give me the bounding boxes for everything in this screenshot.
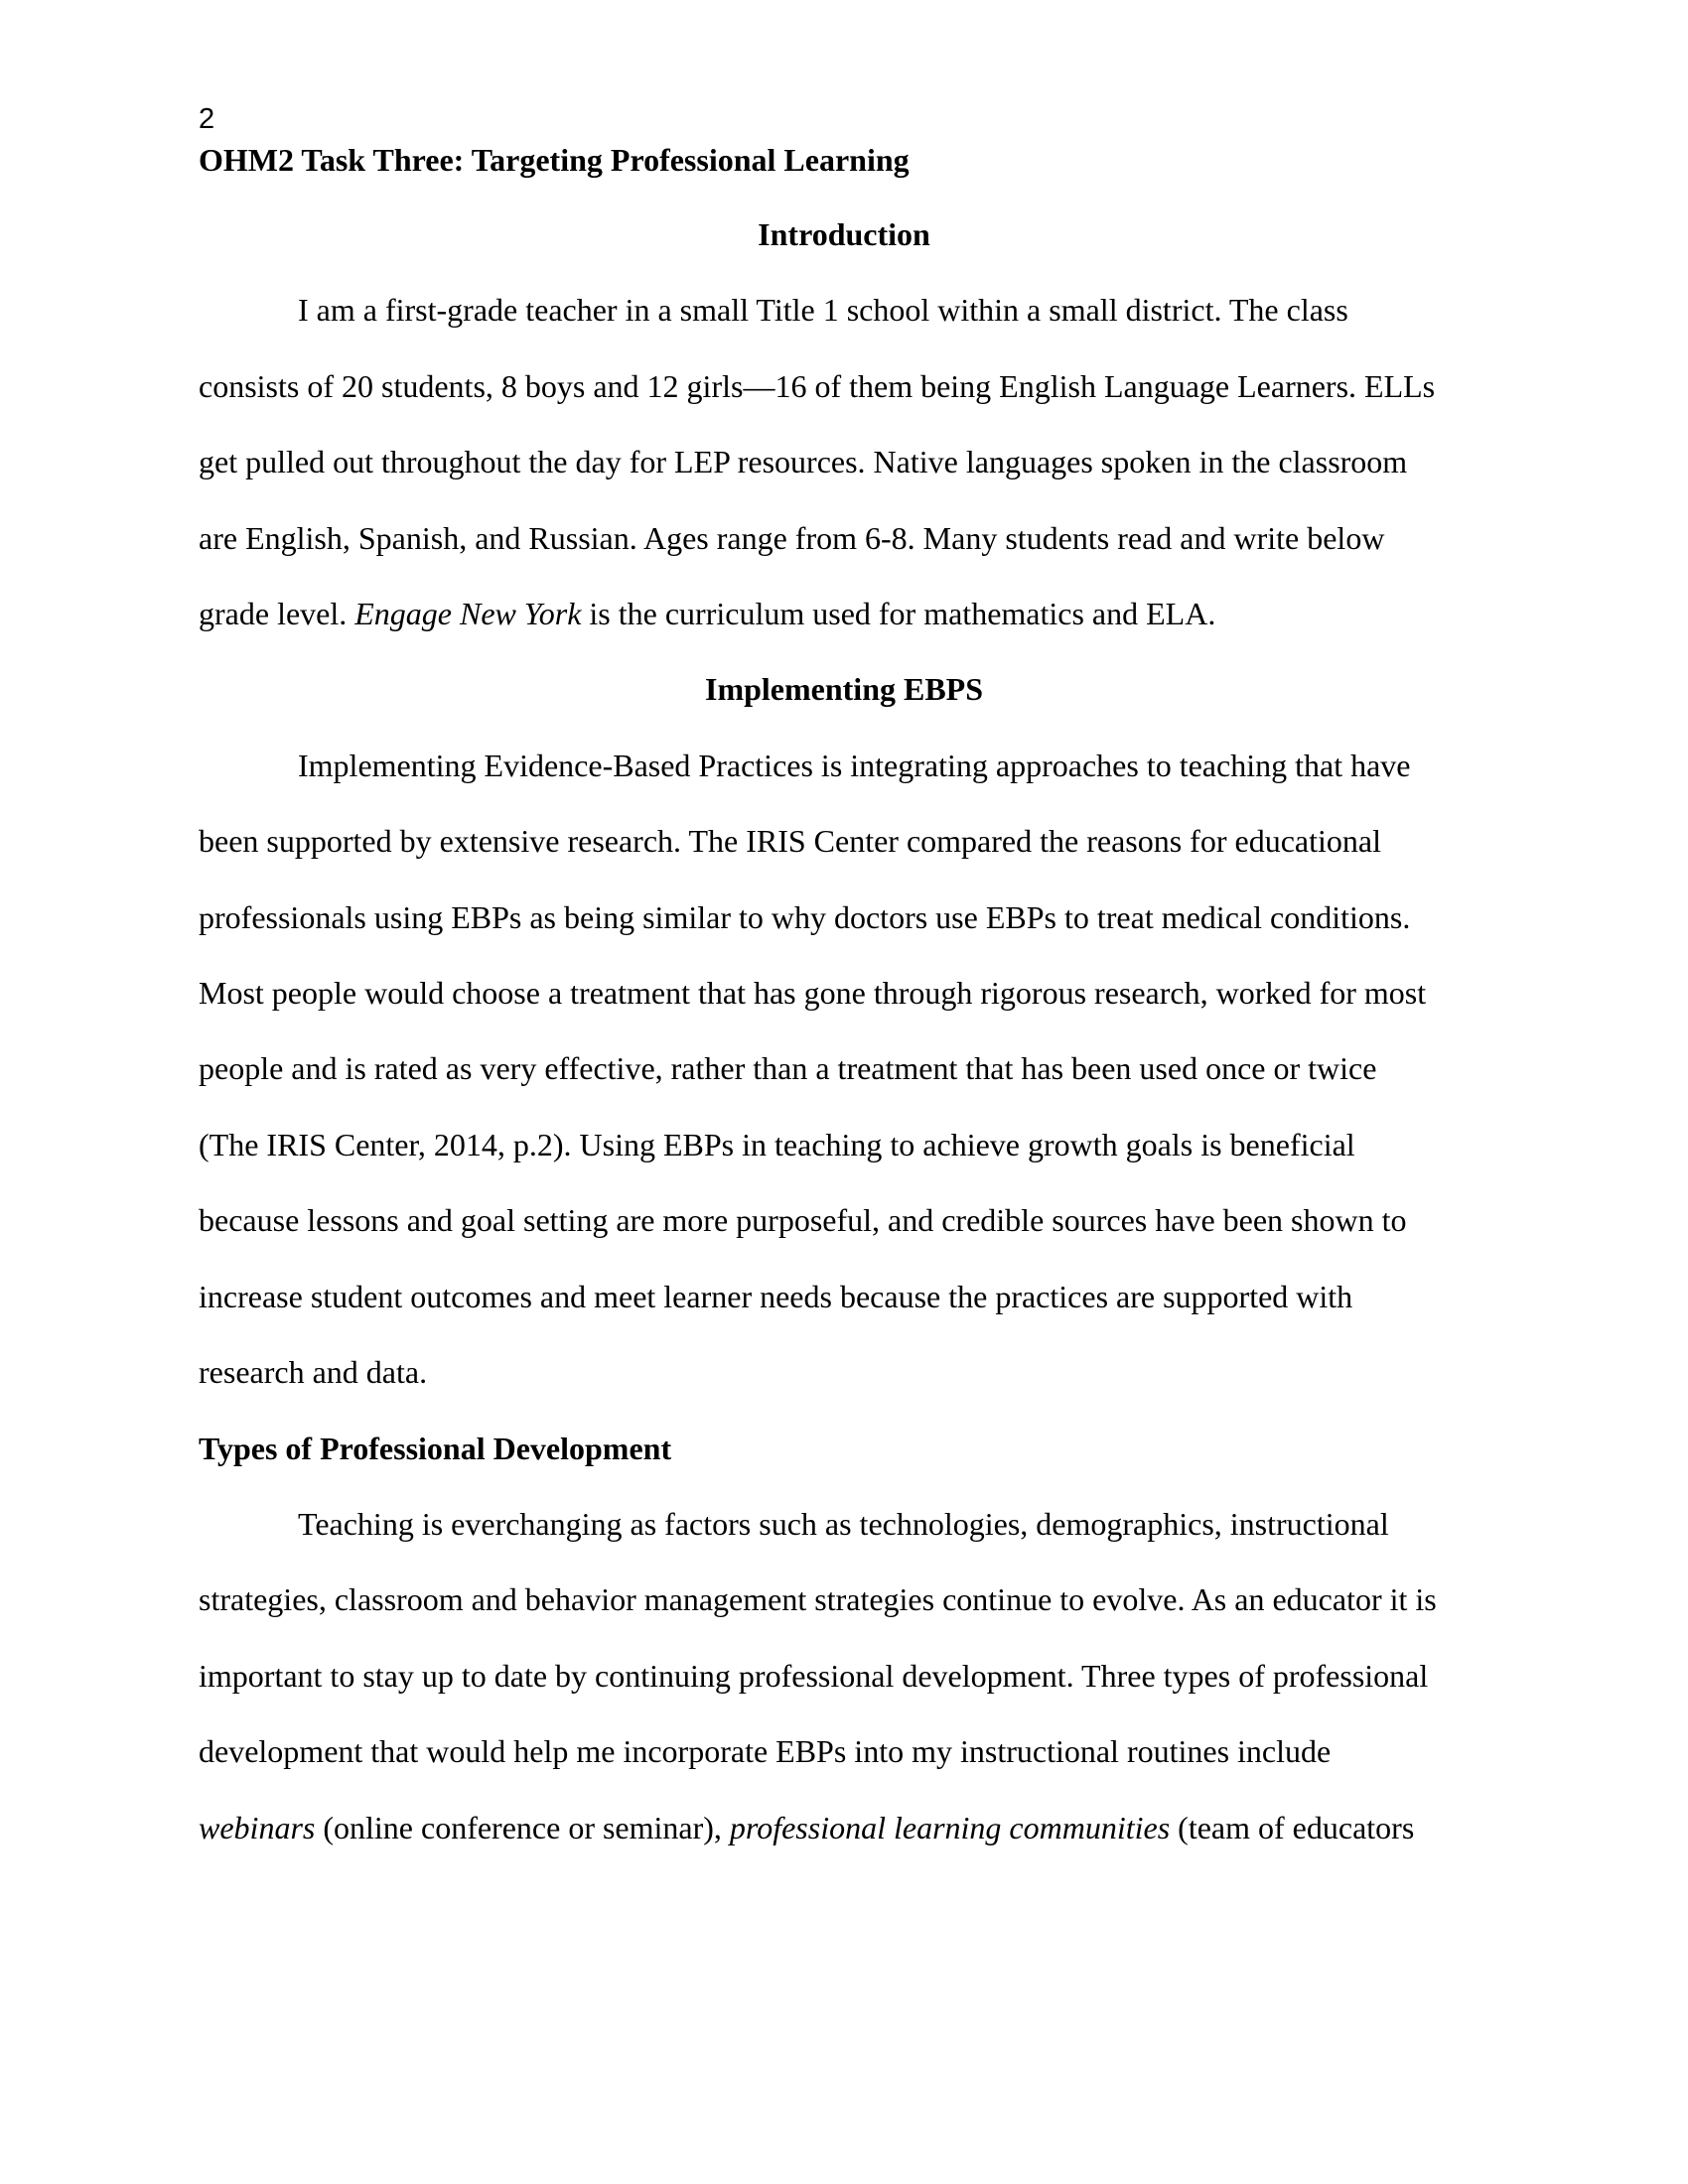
intro-line: get pulled out throughout the day for LEP resources. Native languages spoken in the classroom xyxy=(199,444,1408,480)
pd-line: important to stay up to date by continuing professional development. Three types of professional xyxy=(199,1657,1429,1694)
page-number: 2 xyxy=(199,103,215,135)
ebps-line: professionals using EBPs as being similar to why doctors use EBPs to treat medical conditions. xyxy=(199,898,1411,935)
pd-line xyxy=(199,1790,1489,1865)
document-title: OHM2 Task Three: Targeting Professional Learning xyxy=(199,142,910,178)
ebps-line: (The IRIS Center, 2014, p.2). Using EBPs in teaching to achieve growth goals is beneficial xyxy=(199,1126,1355,1162)
intro-line: I am a first-grade teacher in a small Title 1 school within a small district. The class xyxy=(298,292,1348,329)
curriculum-title: Engage New York xyxy=(354,596,582,632)
heading-implementing-ebps: Implementing EBPS xyxy=(704,671,984,708)
ebps-line: Implementing Evidence-Based Practices is integrating approaches to teaching that have xyxy=(298,747,1411,783)
pd-term-webinars: webinars xyxy=(199,1809,316,1845)
intro-text: grade level. xyxy=(199,596,355,632)
ebps-line: Most people would choose a treatment that has gone through rigorous research, worked for most xyxy=(199,975,1427,1012)
document-body xyxy=(199,197,1489,1865)
pd-line: development that would help me incorporate EBPs into my instructional routines include xyxy=(199,1733,1332,1770)
ebps-line: been supported by extensive research. The IRIS Center compared the reasons for educational xyxy=(199,823,1381,860)
pd-text: (online conference or seminar), xyxy=(315,1809,730,1845)
intro-line: consists of 20 students, 8 boys and 12 girls—16 of them being English Language Learners. ELLs xyxy=(199,367,1436,404)
paragraph-types-of-professional-development xyxy=(199,1486,1489,1865)
paragraph-implementing-ebps xyxy=(199,728,1489,1411)
ebps-line: people and is rated as very effective, rather than a treatment that has been used once or twice xyxy=(199,1050,1377,1087)
pd-line: strategies, classroom and behavior management strategies continue to evolve. As an educator it is xyxy=(199,1581,1437,1618)
heading-types-of-professional-development: Types of Professional Development xyxy=(199,1430,672,1466)
ebps-line: increase student outcomes and meet learner needs because the practices are supported with xyxy=(199,1278,1353,1314)
intro-line xyxy=(199,576,1489,651)
pd-text: (team of educators xyxy=(1170,1809,1415,1845)
paragraph-introduction xyxy=(199,272,1489,651)
heading-introduction: Introduction xyxy=(758,216,930,252)
intro-text: is the curriculum used for mathematics and ELA. xyxy=(581,596,1216,632)
pd-line: Teaching is everchanging as factors such as technologies, demographics, instructional xyxy=(298,1505,1389,1542)
pd-term-plc: professional learning communities xyxy=(729,1809,1171,1845)
ebps-line: research and data. xyxy=(199,1354,428,1391)
ebps-line: because lessons and goal setting are more purposeful, and credible sources have been shown to xyxy=(199,1202,1407,1239)
intro-line: are English, Spanish, and Russian. Ages range from 6-8. Many students read and write below xyxy=(199,519,1385,556)
